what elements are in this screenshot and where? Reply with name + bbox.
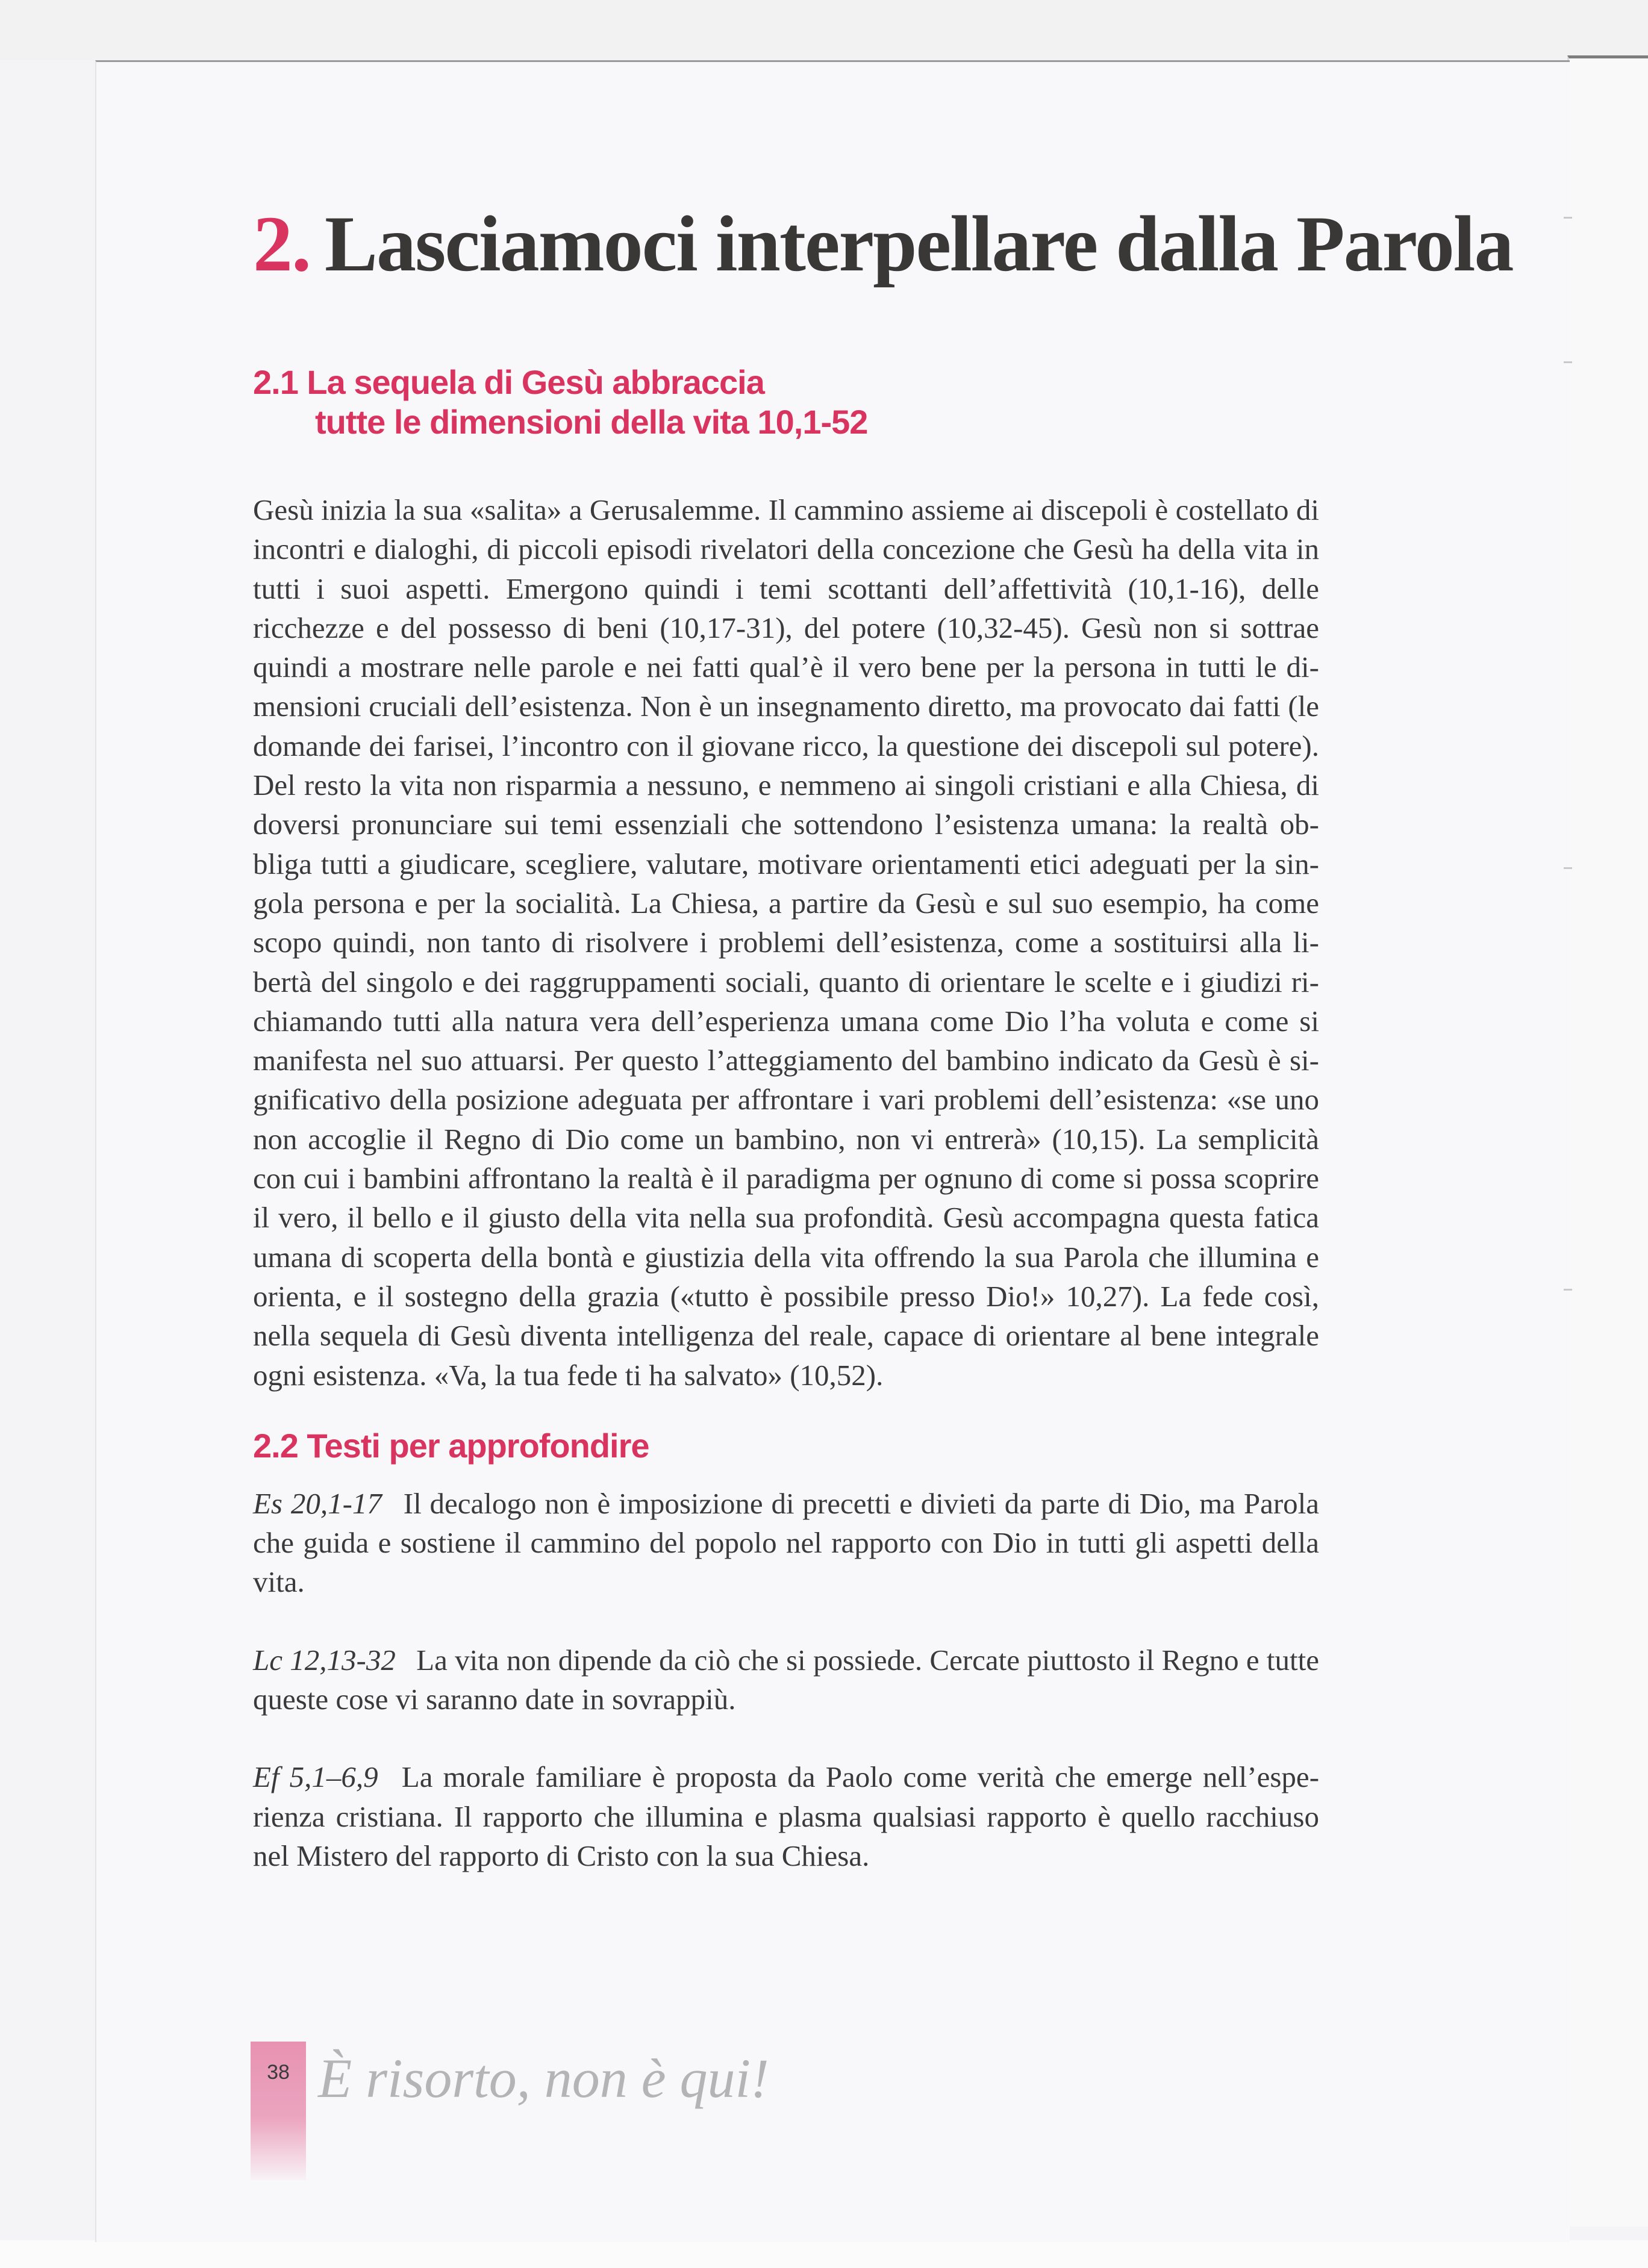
section-heading-line-1: 2.1 La sequela di Gesù abbraccia [253, 363, 764, 401]
chapter-number: 2. [253, 199, 310, 288]
scripture-reference: Es 20,1-17 [253, 1486, 382, 1520]
page-number: 38 [267, 2061, 290, 2084]
scanner-background [0, 0, 1648, 60]
binding-mark [1564, 361, 1572, 363]
section-heading-2-1 [253, 363, 1319, 442]
chapter-title-text: Lasciamoci interpellare dalla Parola [325, 199, 1513, 288]
scripture-reference: Lc 12,13-32 [253, 1643, 396, 1677]
reference-entry [253, 1640, 1319, 1719]
binding-mark [1564, 1289, 1572, 1291]
binding-mark [1564, 867, 1572, 869]
scripture-reference: Ef 5,1–6,9 [253, 1760, 378, 1794]
reference-description: La vita non dipende da ciò che si possiede. Cercate piuttosto il Regno e tutte queste cose vi saranno date in sovrappiù. [253, 1643, 1319, 1716]
adjacent-page-edge [1567, 55, 1648, 2226]
reference-entry [253, 1484, 1319, 1602]
section-heading-line-2: tutte le dimensioni della vita 10,1-52 [315, 403, 868, 441]
section-heading-2-2: 2.2 Testi per approfondire [253, 1426, 649, 1465]
reference-description: Il decalogo non è imposizione di precetti e divieti da parte di Dio, ma Parola che guida e sostiene il cammino del popolo nel rapporto con Dio in tutti gli aspetti della vita. [253, 1486, 1319, 1599]
page-footer [251, 2042, 973, 2180]
page-content [253, 199, 1513, 1914]
binding-mark [1564, 217, 1572, 219]
reference-list [253, 1484, 1319, 1875]
reference-description: La morale familiare è proposta da Paolo come verità che emerge nell’esperienza cristiana. Il rapporto che illumina e plasma qualsiasi rapporto è quello racchiuso nel Mistero del rapporto di Cristo con la sua Chiesa. [253, 1760, 1320, 1872]
reference-entry [253, 1757, 1319, 1875]
scanner-background-bottom [0, 2240, 1648, 2268]
chapter-title [253, 199, 1513, 289]
running-title: È risorto, non è qui! [318, 2048, 769, 2109]
section-2-1-paragraph: Gesù inizia la sua «salita» a Gerusalemme. Il cammino assieme ai discepoli è costellato di incontri e dialoghi, di piccoli episodi rivelatori della concezione che Gesù ha della vita in tutti i suoi aspetti. Emergono quindi i temi scottanti dell’affettività (10,1-16), delle ricchezze e del possesso di beni (10,17-31), del potere (10,32-45). Gesù non si sottrae quindi a mostrare nelle parole e nei fatti qual’è il vero bene per la persona in tutti le dimensioni cruciali dell’esistenza. Non è un insegnamento diretto, ma provocato dai fatti (le domande dei farisei, l’incontro con il giovane ricco, la questione dei discepoli sul potere). Del resto la vita non risparmia a nessuno, e nemmeno ai singoli cristiani e alla Chiesa, di doversi pronunciare sui temi essenziali che sottendono l’esistenza umana: la realtà obbliga tutti a giudicare, scegliere, valutare, motivare orientamenti etici adeguati per la singola persona e per la socialità. La Chiesa, a partire da Gesù e sul suo esempio, ha come scopo quindi, non tanto di risolvere i problemi dell’esistenza, come a sostituirsi alla libertà del singolo e dei raggruppamenti sociali, quanto di orientare le scelte e i giudizi richiamando tutti alla natura vera dell’esperienza umana come Dio l’ha voluta e come si manifesta nel suo attuarsi. Per questo l’atteggiamento del bambino indicato da Gesù è significativo della posizione adeguata per affrontare i vari problemi dell’esistenza: «se uno non accoglie il Regno di Dio come un bambino, non vi entrerà» (10,15). La semplicità con cui i bambini affrontano la realtà è il paradigma per ognuno di come si possa scoprire il vero, il bello e il giusto della vita nella sua profondità. Gesù accompagna questa fatica umana di scoperta della bontà e giustizia della vita offrendo la sua Parola che illumina e orienta, e il sostegno della grazia («tutto è possibile presso Dio!» 10,27). La fede così, nella sequela di Gesù diventa intelligenza del reale, capace di orientare al bene integrale ogni esistenza. «Va, la tua fede ti ha salvato» (10,52). [253, 493, 1319, 1392]
